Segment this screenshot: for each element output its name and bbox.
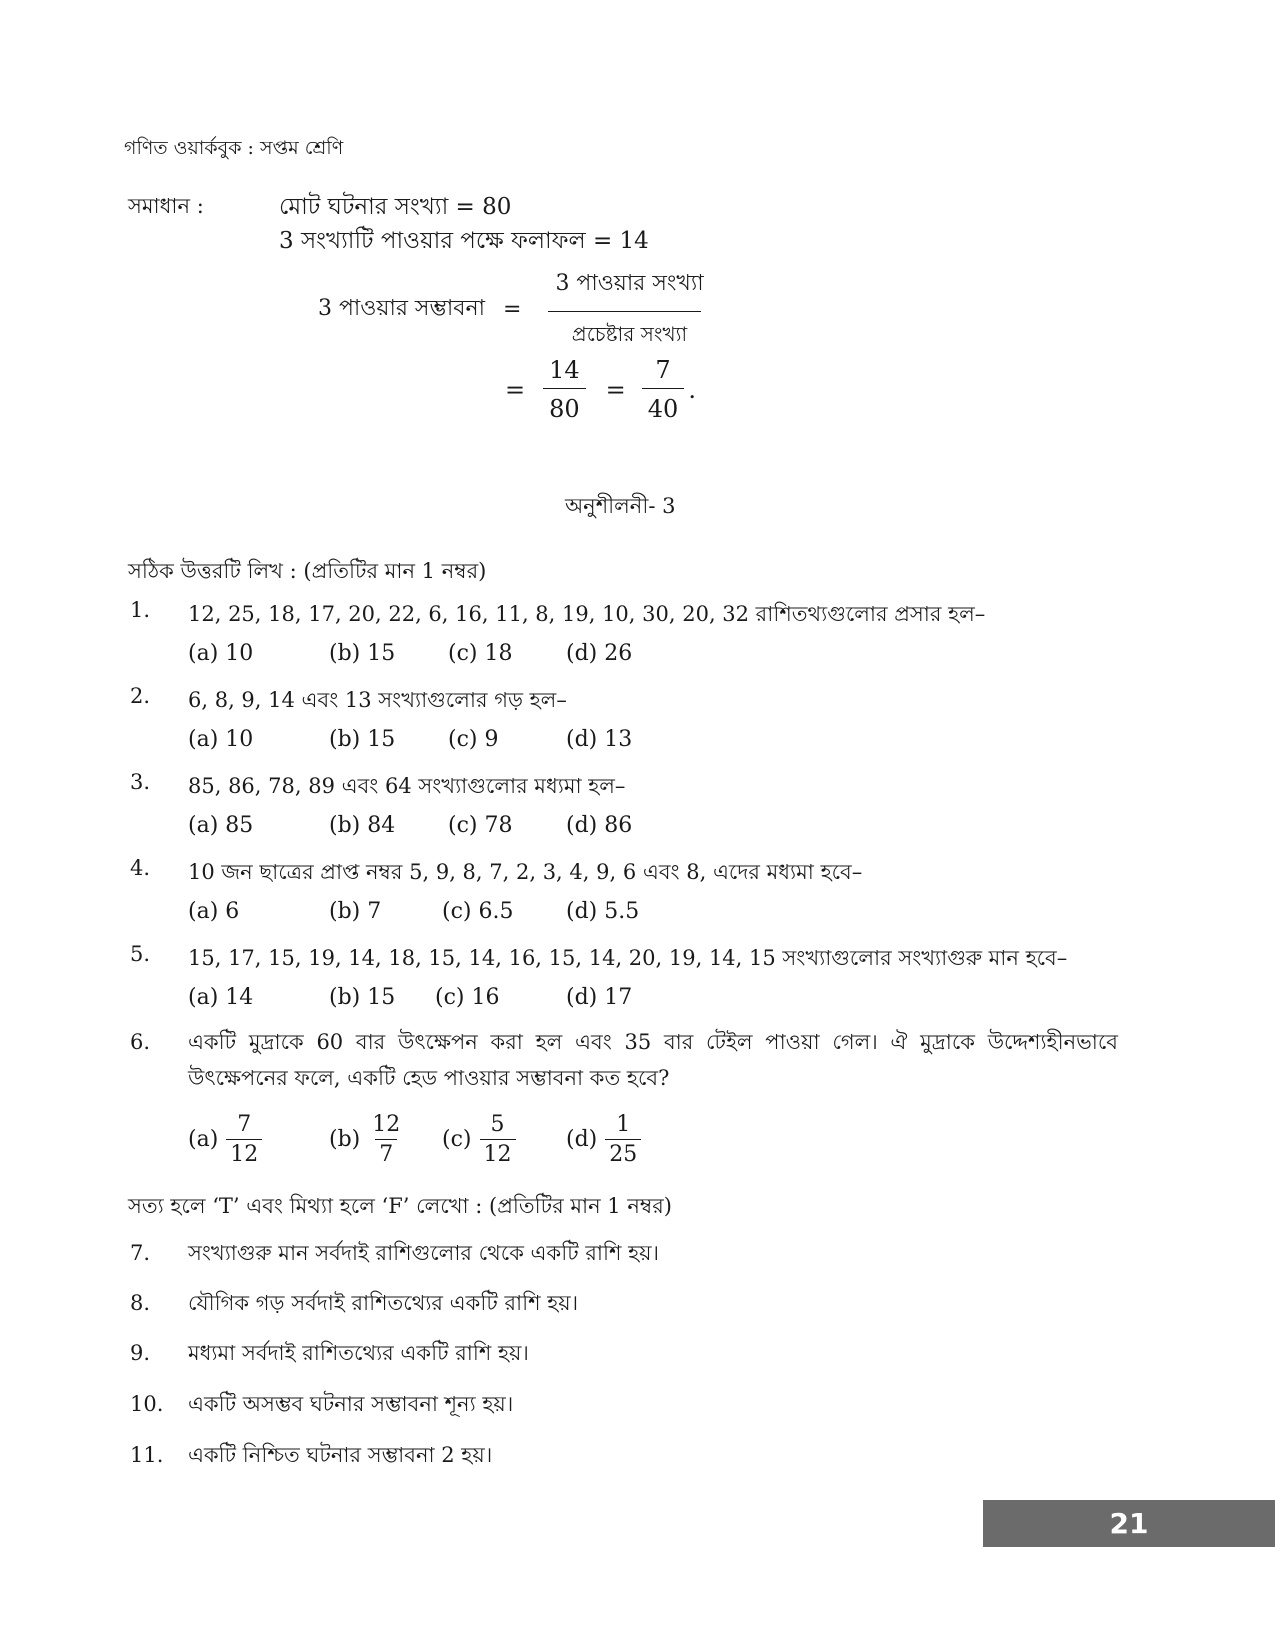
probability-result bbox=[505, 356, 696, 423]
option: (c) 78 bbox=[448, 813, 513, 838]
option: (a) 6 bbox=[188, 899, 240, 924]
solution-label: সমাধান : bbox=[128, 194, 204, 218]
question-text: 15, 17, 15, 19, 14, 18, 15, 14, 16, 15, 14, 20, 19, 14, 15 সংখ্যাগুলোর সংখ্যাগুরু মান হবে– bbox=[188, 946, 1068, 970]
option: (a) 14 bbox=[188, 985, 254, 1010]
instruction-true-false: সত্য হলে ‘T’ এবং মিথ্যা হলে ‘F’ লেখো : (প্রতিটির মান 1 নম্বর) bbox=[128, 1194, 672, 1218]
option: (c) 6.5 bbox=[442, 899, 514, 924]
running-header: গণিত ওয়ার্কবুক : সপ্তম শ্রেণি bbox=[124, 137, 344, 159]
statement-text: যৌগিক গড় সর্বদাই রাশিতথ্যের একটি রাশি হয়। bbox=[188, 1291, 579, 1315]
option: (b) 7 bbox=[329, 899, 382, 924]
option: (c) 18 bbox=[448, 641, 513, 666]
question-text: 12, 25, 18, 17, 20, 22, 6, 16, 11, 8, 19, 10, 30, 20, 32 রাশিতথ্যগুলোর প্রসার হল– bbox=[188, 602, 986, 626]
full-stop: . bbox=[688, 375, 696, 404]
result-fraction-2: $\frac{7}{40}$ bbox=[642, 356, 685, 423]
page-number: 21 bbox=[983, 1500, 1275, 1547]
equals-sign: = bbox=[605, 375, 626, 404]
option: (c) 9 bbox=[448, 727, 499, 752]
option: (d) 17 bbox=[566, 985, 633, 1010]
question-number: 6. bbox=[130, 1030, 151, 1054]
probability-label: 3 পাওয়ার সম্ভাবনা bbox=[318, 296, 485, 321]
question-number: 4. bbox=[130, 856, 151, 880]
probability-formula bbox=[318, 266, 718, 353]
question-number: 7. bbox=[130, 1241, 151, 1265]
question-number: 3. bbox=[130, 770, 151, 794]
option: (d) 86 bbox=[566, 813, 633, 838]
question-text-continued: উৎক্ষেপনের ফলে, একটি হেড পাওয়ার সম্ভাবনা কত হবে? bbox=[188, 1066, 670, 1090]
question-number: 8. bbox=[130, 1291, 151, 1315]
option: (b) 84 bbox=[329, 813, 396, 838]
solution-line-1: মোট ঘটনার সংখ্যা = 80 bbox=[279, 194, 512, 220]
statement-text: সংখ্যাগুরু মান সর্বদাই রাশিগুলোর থেকে একটি রাশি হয়। bbox=[188, 1241, 660, 1265]
question-number: 5. bbox=[130, 942, 151, 966]
question-number: 1. bbox=[130, 598, 151, 622]
result-fraction-1: $\frac{14}{80}$ bbox=[543, 356, 586, 423]
question-text: একটি মুদ্রাকে 60 বার উৎক্ষেপন করা হল এবং 35 বার টেইল পাওয়া গেল। ঐ মুদ্রাকে উদ্দেশ্যহীনভাবে bbox=[188, 1030, 1118, 1054]
option: (d) 26 bbox=[566, 641, 633, 666]
question-number: 11. bbox=[130, 1443, 164, 1467]
exercise-title: অনুশীলনী- 3 bbox=[565, 494, 676, 518]
question-text: 85, 86, 78, 89 এবং 64 সংখ্যাগুলোর মধ্যমা হল– bbox=[188, 774, 626, 798]
question-text: 6, 8, 9, 14 এবং 13 সংখ্যাগুলোর গড় হল– bbox=[188, 688, 567, 712]
question-number: 2. bbox=[130, 684, 151, 708]
option: (b) 15 bbox=[329, 985, 396, 1010]
formula-numerator: 3 পাওয়ার সংখ্যা bbox=[555, 271, 704, 296]
option: (b) 15 bbox=[329, 641, 396, 666]
instruction-mcq: সঠিক উত্তরটি লিখ : (প্রতিটির মান 1 নম্বর) bbox=[128, 559, 487, 583]
statement-text: মধ্যমা সর্বদাই রাশিতথ্যের একটি রাশি হয়। bbox=[188, 1341, 529, 1365]
equals-sign: = bbox=[503, 297, 522, 322]
formula-denominator: প্রচেষ্টার সংখ্যা bbox=[548, 311, 701, 353]
option: (a) 85 bbox=[188, 813, 254, 838]
option-fraction: (a) $\frac{7}{12}$ bbox=[188, 1112, 262, 1167]
question-number: 9. bbox=[130, 1341, 151, 1365]
statement-text: একটি নিশ্চিত ঘটনার সম্ভাবনা 2 হয়। bbox=[188, 1443, 493, 1467]
option: (b) 15 bbox=[329, 727, 396, 752]
statement-text: একটি অসম্ভব ঘটনার সম্ভাবনা শূন্য হয়। bbox=[188, 1392, 514, 1416]
option: (c) 16 bbox=[435, 985, 500, 1010]
option-fraction: (c) $\frac{5}{12}$ bbox=[442, 1112, 516, 1167]
question-text: 10 জন ছাত্রের প্রাপ্ত নম্বর 5, 9, 8, 7, 2, 3, 4, 9, 6 এবং 8, এদের মধ্যমা হবে– bbox=[188, 860, 863, 884]
option: (a) 10 bbox=[188, 641, 254, 666]
option: (a) 10 bbox=[188, 727, 254, 752]
option: (d) 5.5 bbox=[566, 899, 640, 924]
formula-fraction bbox=[531, 266, 717, 353]
question-number: 10. bbox=[130, 1392, 164, 1416]
equals-sign: = bbox=[505, 375, 526, 404]
option-fraction: (b) $\frac{12}{7}$ bbox=[329, 1112, 401, 1167]
option: (d) 13 bbox=[566, 727, 633, 752]
option-fraction: (d) $\frac{1}{25}$ bbox=[566, 1112, 641, 1167]
solution-line-2: 3 সংখ্যাটি পাওয়ার পক্ষে ফলাফল = 14 bbox=[279, 228, 649, 254]
